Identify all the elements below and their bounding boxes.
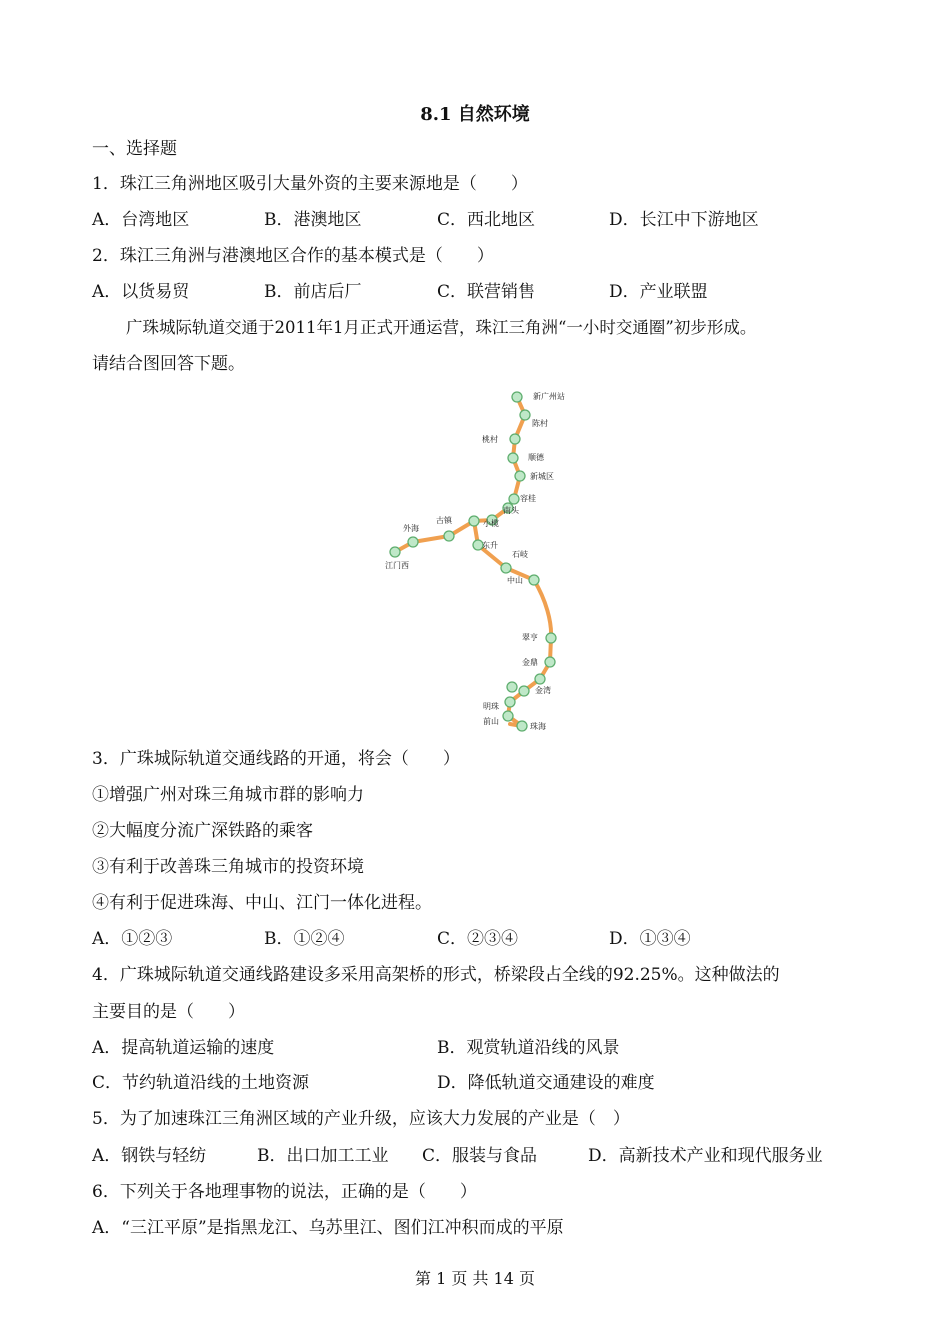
page-title: 8.1 自然环境 bbox=[420, 104, 530, 125]
station-label: 顺德 bbox=[528, 453, 544, 462]
q1-stem: 1．珠江三角洲地区吸引大量外资的主要来源地是（ ） bbox=[92, 174, 528, 194]
station-label: 东升 bbox=[482, 541, 498, 550]
q2-option-a: A．以货易贸 bbox=[92, 282, 190, 302]
station-marker bbox=[507, 682, 517, 692]
station-label: 桃村 bbox=[482, 435, 498, 444]
q3-option-b: B．①②④ bbox=[264, 929, 345, 949]
q3-option-c: C．②③④ bbox=[437, 929, 519, 949]
rail-line-map bbox=[370, 382, 590, 742]
q1-option-b: B．港澳地区 bbox=[264, 210, 362, 230]
q4-options-row-2 bbox=[92, 1071, 872, 1095]
station-label: 中山 bbox=[507, 576, 523, 585]
q1-option-c: C．西北地区 bbox=[437, 210, 536, 230]
q3-item-3: ③有利于改善珠三角城市的投资环境 bbox=[92, 857, 364, 877]
q5-options bbox=[92, 1144, 872, 1168]
q4-option-c: C．节约轨道沿线的土地资源 bbox=[92, 1073, 310, 1093]
q1-option-d: D．长江中下游地区 bbox=[609, 210, 759, 230]
station-label: 古镇 bbox=[436, 516, 452, 525]
q1-option-a: A．台湾地区 bbox=[92, 210, 190, 230]
q2-stem: 2．珠江三角洲与港澳地区合作的基本模式是（ ） bbox=[92, 246, 494, 266]
page-footer: 第 1 页 共 14 页 bbox=[415, 1269, 535, 1288]
passage-line-1: 广珠城际轨道交通于2011年1月正式开通运营，珠江三角洲“一小时交通圈”初步形成。 bbox=[126, 318, 757, 337]
station-label: 新广州站 bbox=[533, 392, 565, 401]
station-marker bbox=[546, 633, 556, 643]
q3-item-1: ①增强广州对珠三角城市群的影响力 bbox=[92, 785, 364, 805]
station-label: 翠亨 bbox=[522, 633, 538, 642]
q4-option-d: D．降低轨道交通建设的难度 bbox=[437, 1073, 655, 1093]
station-marker bbox=[505, 697, 515, 707]
station-marker bbox=[545, 657, 555, 667]
passage-line-2: 请结合图回答下题。 bbox=[92, 354, 245, 374]
q4-option-a: A．提高轨道运输的速度 bbox=[92, 1038, 275, 1058]
q3-item-2: ②大幅度分流广深铁路的乘客 bbox=[92, 821, 313, 841]
station-label: 小榄 bbox=[483, 519, 499, 528]
station-marker bbox=[408, 537, 418, 547]
station-label: 新城区 bbox=[530, 472, 554, 481]
q3-stem: 3．广珠城际轨道交通线路的开通，将会（ ） bbox=[92, 749, 460, 769]
station-marker bbox=[535, 674, 545, 684]
station-label: 珠海 bbox=[530, 722, 546, 731]
q2-option-b: B．前店后厂 bbox=[264, 282, 362, 302]
q3-options bbox=[92, 927, 872, 951]
station-marker bbox=[509, 494, 519, 504]
station-marker bbox=[444, 531, 454, 541]
q5-option-b: B．出口加工工业 bbox=[257, 1146, 389, 1166]
station-label: 南头 bbox=[503, 506, 519, 515]
station-label: 金湾 bbox=[535, 686, 551, 695]
q5-option-a: A．钢铁与轻纺 bbox=[92, 1146, 207, 1166]
station-marker bbox=[390, 547, 400, 557]
q2-option-c: C．联营销售 bbox=[437, 282, 536, 302]
q4-options-row-1 bbox=[92, 1036, 872, 1060]
station-marker bbox=[469, 516, 479, 526]
q4-stem-line-1: 4．广珠城际轨道交通线路建设多采用高架桥的形式，桥梁段占全线的92.25%。这种做法的 bbox=[92, 965, 780, 985]
station-label: 容桂 bbox=[520, 494, 536, 503]
q5-stem: 5．为了加速珠江三角洲区域的产业升级，应该大力发展的产业是（ ） bbox=[92, 1109, 630, 1129]
q5-option-c: C．服装与食品 bbox=[422, 1146, 538, 1166]
q5-option-d: D．高新技术产业和现代服务业 bbox=[588, 1146, 823, 1166]
station-marker bbox=[503, 711, 513, 721]
station-marker bbox=[517, 721, 527, 731]
q4-option-b: B．观赏轨道沿线的风景 bbox=[437, 1038, 620, 1058]
station-marker bbox=[515, 471, 525, 481]
section-heading: 一、选择题 bbox=[92, 139, 177, 159]
station-label: 江门西 bbox=[385, 561, 409, 570]
q6-option-a: A．“三江平原”是指黑龙江、乌苏里江、图们江冲积而成的平原 bbox=[92, 1218, 564, 1238]
station-marker bbox=[510, 434, 520, 444]
q1-options bbox=[92, 208, 872, 232]
station-label: 前山 bbox=[483, 717, 499, 726]
q2-options bbox=[92, 280, 872, 304]
station-marker bbox=[512, 392, 522, 402]
station-marker bbox=[508, 453, 518, 463]
station-label: 石岐 bbox=[512, 550, 528, 559]
q6-stem: 6．下列关于各地理事物的说法，正确的是（ ） bbox=[92, 1182, 477, 1202]
q4-stem-line-2: 主要目的是（ ） bbox=[92, 1002, 245, 1022]
q2-option-d: D．产业联盟 bbox=[609, 282, 708, 302]
station-marker bbox=[519, 686, 529, 696]
q3-option-a: A．①②③ bbox=[92, 929, 173, 949]
station-label: 陈村 bbox=[532, 419, 548, 428]
station-label: 外海 bbox=[403, 524, 419, 533]
station-marker bbox=[501, 563, 511, 573]
station-label: 明珠 bbox=[483, 702, 499, 711]
station-marker bbox=[529, 575, 539, 585]
station-marker bbox=[520, 410, 530, 420]
q3-item-4: ④有利于促进珠海、中山、江门一体化进程。 bbox=[92, 893, 432, 913]
station-label: 金鼎 bbox=[522, 658, 538, 667]
q3-option-d: D．①③④ bbox=[609, 929, 691, 949]
